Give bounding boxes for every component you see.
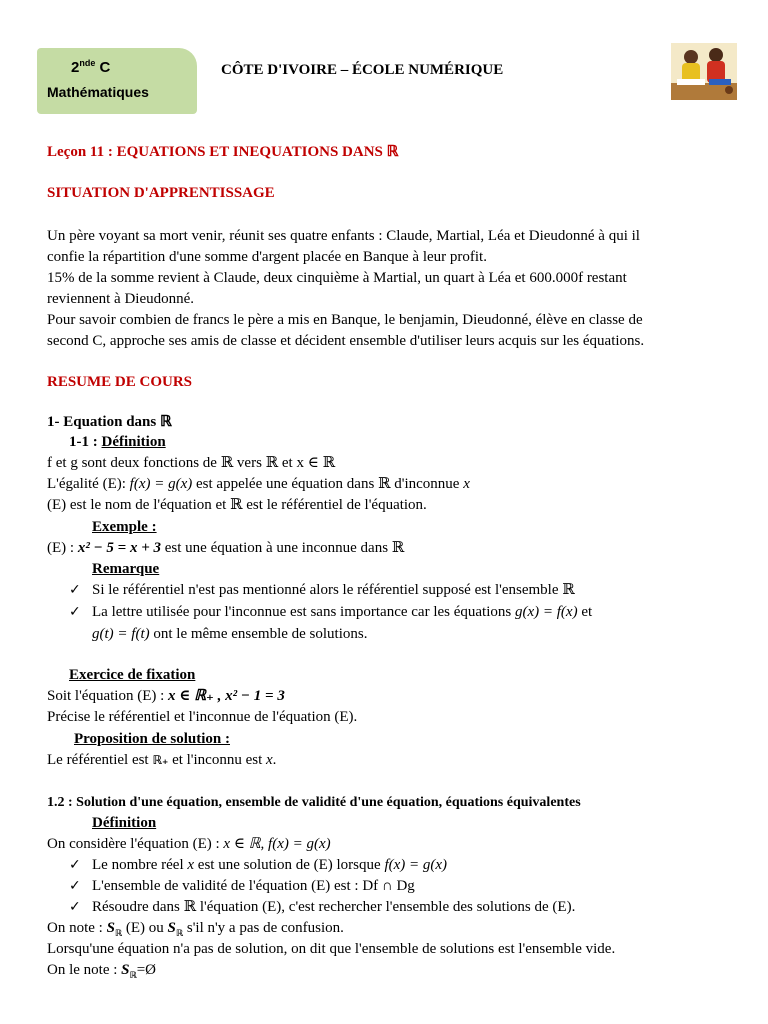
resume-heading: RESUME DE COURS — [47, 374, 193, 390]
section12-bullet: Le nombre réel x est une solution de (E) lorsque f(x) = g(x) — [92, 857, 448, 873]
situation-line: confie la répartition d'une somme d'argent placée en Banque à leur profit. — [47, 249, 487, 265]
situation-line: 15% de la somme revient à Claude, deux cinquième à Martial, un quart à Léa et 600.000f restant — [47, 270, 627, 286]
situation-heading: SITUATION D'APPRENTISSAGE — [47, 185, 275, 201]
remark-line: Si le référentiel n'est pas mentionné alors le référentiel supposé est l'ensemble ℝ — [92, 582, 575, 598]
situation-line: reviennent à Dieudonné. — [47, 291, 195, 307]
school-title: CÔTE D'IVOIRE – ÉCOLE NUMÉRIQUE — [221, 62, 504, 78]
example-heading: Exemple : — [92, 519, 157, 535]
class-level: 2nde C — [71, 58, 111, 76]
section12-bullet: L'ensemble de validité de l'équation (E) est : Df ∩ Dg — [92, 878, 415, 894]
definition-line: f et g sont deux fonctions de ℝ vers ℝ et x ∈ ℝ — [47, 455, 336, 471]
check-icon: ✓ — [69, 582, 81, 598]
check-icon: ✓ — [69, 899, 81, 915]
subject-label: Mathématiques — [47, 84, 149, 100]
exercise-line: Soit l'équation (E) : x ∈ ℝ₊ , x² − 1 = 3 — [47, 688, 285, 704]
section12-line: On considère l'équation (E) : x ∈ ℝ, f(x) = g(x) — [47, 836, 331, 852]
section12-bullet: Résoudre dans ℝ l'équation (E), c'est rechercher l'ensemble des solutions de (E). — [92, 899, 576, 915]
remark-line: La lettre utilisée pour l'inconnue est sans importance car les équations g(x) = f(x) et — [92, 604, 593, 620]
example-line: (E) : x² − 5 = x + 3 est une équation à une inconnue dans ℝ — [47, 540, 405, 556]
empty-set-line: Lorsqu'une équation n'a pas de solution, on dit que l'ensemble de solutions est l'ensemble vide. — [47, 941, 616, 957]
situation-line: Pour savoir combien de francs le père a mis en Banque, le benjamin, Dieudonné, élève en classe de — [47, 312, 643, 328]
solution-heading: Proposition de solution : — [74, 731, 230, 747]
students-studying-icon — [671, 43, 737, 100]
section12-heading: 1.2 : Solution d'une équation, ensemble de validité d'une équation, équations équivalentes — [47, 795, 581, 810]
check-icon: ✓ — [69, 878, 81, 894]
section12-definition-heading: Définition — [92, 815, 157, 831]
situation-line: Un père voyant sa mort venir, réunit ses quatre enfants : Claude, Martial, Léa et Dieudonné à qui il — [47, 228, 640, 244]
notation-line: On le note : $S_ℝ=Ø$ — [47, 962, 157, 981]
definition-heading: 1-1 : Définition — [69, 434, 166, 450]
exercise-line: Précise le référentiel et l'inconnue de l'équation (E). — [47, 709, 358, 725]
notation-line: On note : $S_ℝ$ (E) ou $S_ℝ$ s'il n'y a pas de confusion. — [47, 920, 344, 939]
situation-line: second C, approche ses amis de classe et décident ensemble d'utiliser leurs acquis sur les équations. — [47, 333, 645, 349]
check-icon: ✓ — [69, 604, 81, 620]
definition-line: L'égalité (E): f(x) = g(x) est appelée une équation dans ℝ d'inconnue x — [47, 476, 470, 492]
check-icon: ✓ — [69, 857, 81, 873]
section1-heading: 1- Equation dans ℝ — [47, 414, 172, 430]
lesson-title: Leçon 11 : EQUATIONS ET INEQUATIONS DANS ℝ — [47, 144, 399, 160]
remark-heading: Remarque — [92, 561, 160, 577]
solution-line: Le référentiel est ℝ₊ et l'inconnu est x. — [47, 752, 277, 768]
exercise-heading: Exercice de fixation — [69, 667, 196, 683]
class-badge — [37, 48, 197, 114]
definition-line: (E) est le nom de l'équation et ℝ est le référentiel de l'équation. — [47, 497, 427, 513]
remark-line: g(t) = f(t) ont le même ensemble de solutions. — [92, 626, 368, 642]
